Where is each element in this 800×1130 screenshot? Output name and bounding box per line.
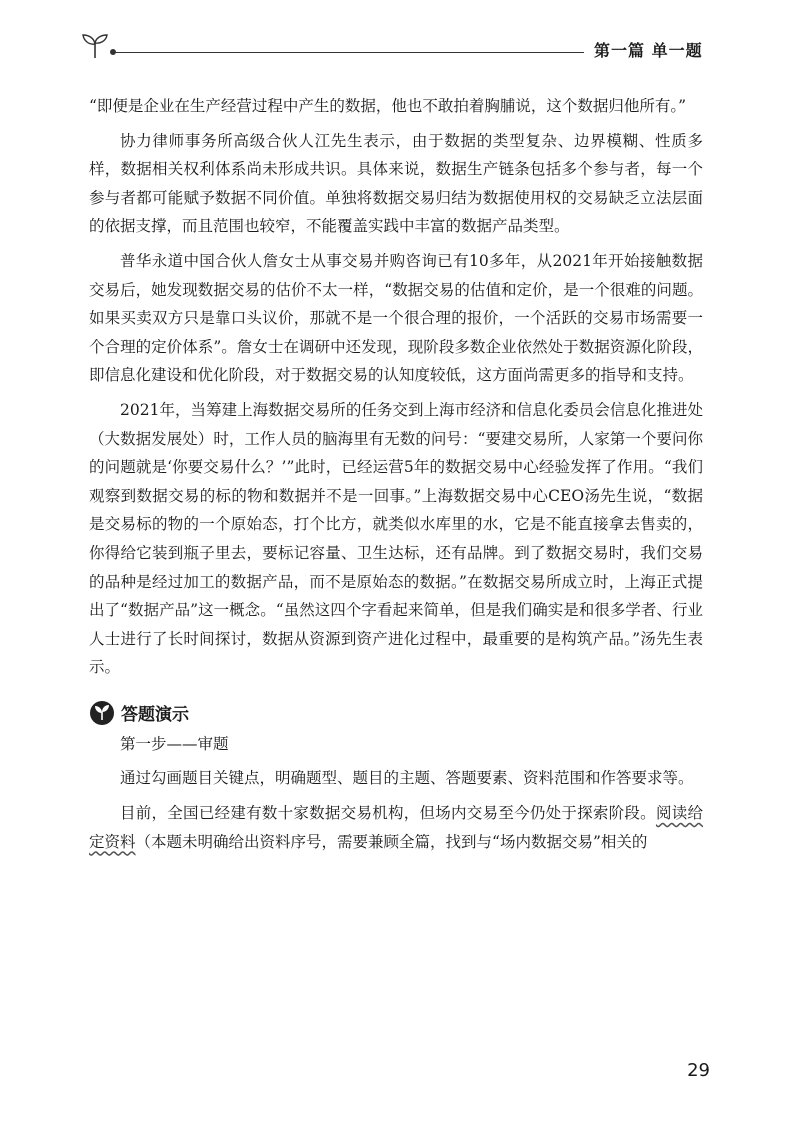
paragraph: 普华永道中国合伙人詹女士从事交易并购咨询已有10多年，从2021年开始接触数据交易后，她发现数据交易的估价不太一样，“数据交易的估值和定价，是一个很难的问题。如果买卖双方只是靠口头议价，那就不是一个很合理的报价，一个活跃的交易市场需要一个合理的定价体系”。詹女士在调研中还发现，现阶段多数企业依然处于数据资源化阶段，即信息化建设和优化阶段，对于数据交易的认知度较低，这方面尚需更多的指导和支持。 [89,251,703,385]
header-rule [114,52,584,53]
section-title: 答题演示 [121,705,189,726]
leaf-badge-icon [89,700,115,726]
step-label: 第一步——审题 [120,734,229,753]
running-header [80,30,703,70]
last-text-after: （本题未明确给出资料序号，需要兼顾全篇，找到与“场内数据交易”相关的 [135,832,648,851]
wavy-underlined-text: 阅读给定资料 [89,804,703,851]
paragraph-quote: “即便是企业在生产经营过程中产生的数据，他也不敢拍着胸脯说，这个数据归他所有。” [89,97,687,115]
header-title: 第一篇 单一题 [594,41,703,60]
paragraph: 通过勾画题目关键点，明确题型、题目的主题、答题要素、资料范围和作答要求等。 [120,769,694,788]
paragraph: 协力律师事务所高级合伙人江先生表示，由于数据的类型复杂、边界模糊、性质多样，数据相关权利体系尚未形成共识。具体来说，数据生产链条包括多个参与者，每一个参与者都可能赋予数据不同价值。单独将数据交易归结为数据使用权的交易缺乏立法层面的依据支撑，而且范围也较窄，不能覆盖实践中丰富的数据产品类型。 [89,131,703,236]
page-number: 29 [687,1060,710,1081]
sprout-icon [80,32,110,60]
paragraph: 2021年，当筹建上海数据交易所的任务交到上海市经济和信息化委员会信息化推进处（大数据发展处）时，工作人员的脑海里有无数的问号：“要建交易所，人家第一个要问你的问题就是‘你要交易什么？’”此时，已经运营5年的数据交易中心经验发挥了作用。“我们观察到数据交易的标的物和数据并不是一回事。”上海数据交易中心CEO汤先生说，“数据是交易标的物的一个原始态，打个比方，就类似水库里的水，它是不能直接拿去售卖的，你得给它装到瓶子里去，要标记容量、卫生达标，还有品牌。到了数据交易时，我们交易的品种是经过加工的数据产品，而不是原始态的数据。”在数据交易所成立时，上海正式提出了“数据产品”这一概念。“虽然这四个字看起来简单，但是我们确实是和很多学者、行业人士进行了长时间探讨，数据从资源到资产进化过程中，最重要的是构筑产品。”汤先生表示。 [89,400,703,677]
last-text-before: 目前，全国已经建有数十家数据交易机构，但场内交易至今仍处于探索阶段。 [120,804,656,823]
page-body [89,92,703,862]
section-heading [89,700,703,726]
paragraph-last [89,799,703,856]
